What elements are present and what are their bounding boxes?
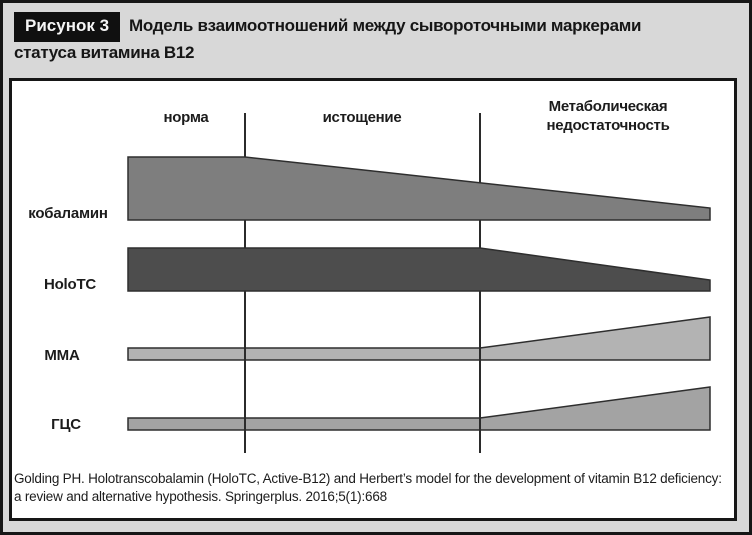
band-holotc: [128, 248, 710, 291]
row-label-hcy: ГЦС: [51, 416, 81, 433]
row-label-cobalamin: кобаламин: [28, 205, 108, 222]
band-mma: [128, 317, 710, 360]
zone-label-istoshchenie: истощение: [322, 109, 402, 126]
row-label-mma: MMA: [44, 347, 80, 364]
zone-label-metabolic-insufficiency: Метаболическая недостаточность: [546, 98, 670, 134]
band-cobalamin: [128, 157, 710, 220]
zone-label-norma: норма: [163, 109, 209, 126]
figure-title: Модель взаимоотношений между сывороточными маркерами статуса витамина B12: [14, 16, 642, 62]
row-label-holotc: HoloTC: [43, 276, 97, 293]
band-hcy: [128, 387, 710, 430]
citation-text: Golding PH. Holotranscobalamin (HoloTC, Active-B12) and Herbert’s model for the development of vitamin B12 deficiency: a review and alternative hypothesis. Springerplus. 2016;5(1):668: [14, 471, 722, 504]
figure-number-badge: Рисунок 3: [14, 12, 120, 42]
